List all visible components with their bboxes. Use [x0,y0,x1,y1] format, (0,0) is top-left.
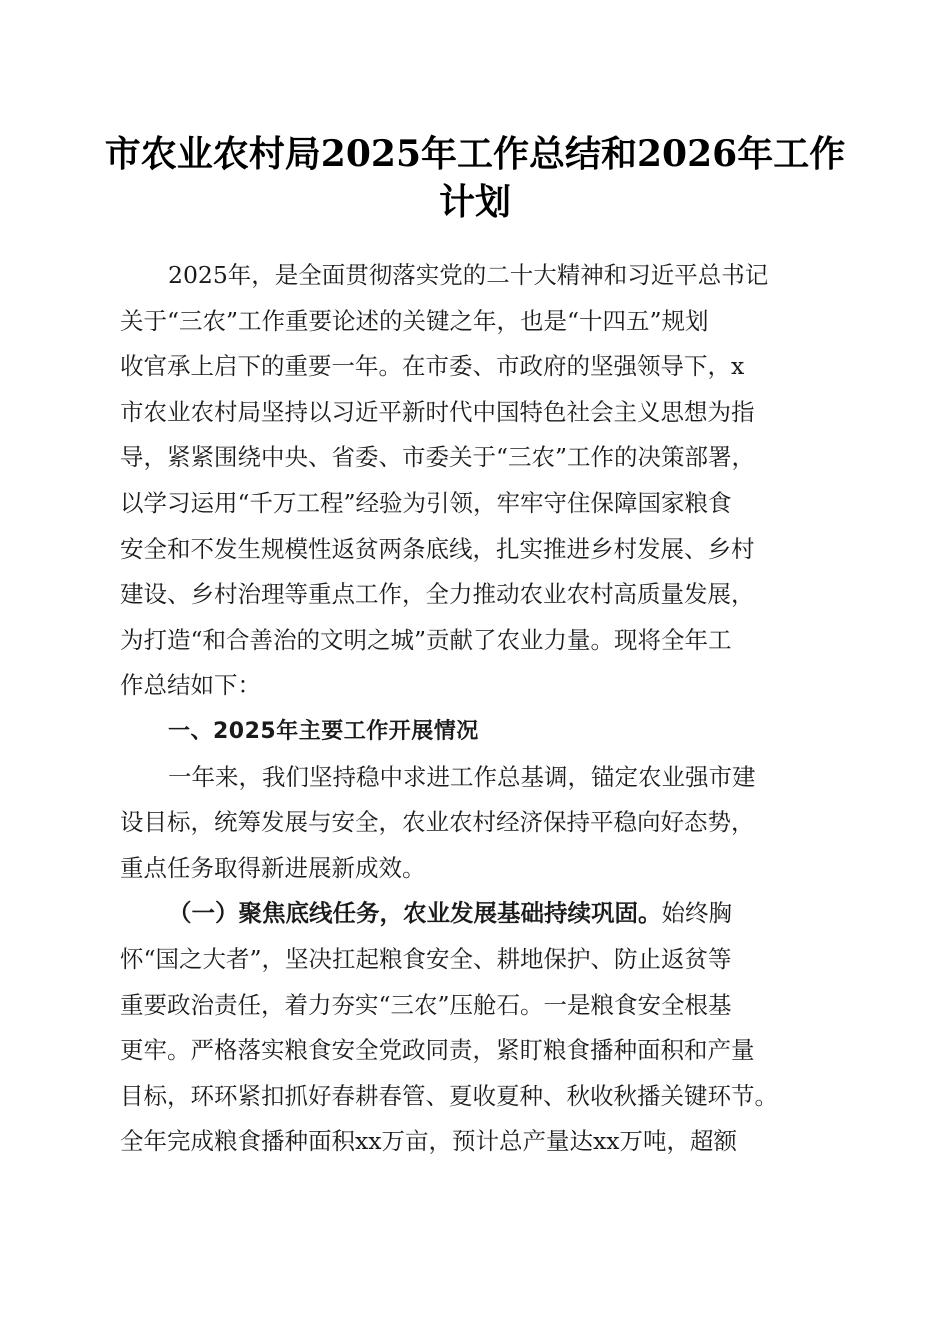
title-line-1: 市农业农村局2025年工作总结和2026年工作 [104,133,846,175]
document-title [100,130,850,226]
subsection-paragraph [120,891,832,1165]
paragraph-line: 市农业农村局坚持以习近平新时代中国特色社会主义思想为指 [120,397,755,426]
summary-paragraph [120,755,832,892]
section-heading-text: 一、2025年主要工作开展情况 [168,718,479,744]
paragraph-line: 导，紧紧围绕中央、省委、市委关于“三农”工作的决策部署， [120,443,756,472]
paragraph-line: 更牢。严格落实粮食安全党政同责，紧盯粮食播种面积和产量 [120,1036,755,1065]
paragraph-line: 全年完成粮食播种面积xx万亩，预计总产量达xx万吨，超额 [120,1127,738,1156]
paragraph-line: 设目标，统筹发展与安全，农业农村经济保持平稳向好态势， [120,808,755,837]
title-line-2: 计划 [438,181,511,223]
paragraph-line: 关于“三农”工作重要论述的关键之年，也是“十四五”规划 [120,306,709,335]
paragraph-line: 以学习运用“千万工程”经验为引领，牢牢守住保障国家粮食 [120,488,732,517]
paragraph-line: 目标，环环紧扣抓好春耕春管、夏收夏种、秋收秋播关键环节。 [120,1081,778,1110]
paragraph-line: 怀“国之大者”，坚决扛起粮食安全、耕地保护、防止返贫等 [120,944,732,973]
paragraph-line: 2025年，是全面贯彻落实党的二十大精神和习近平总书记 [168,261,769,289]
paragraph-line: 作总结如下： [120,671,261,700]
paragraph-line: 为打造“和合善治的文明之城”贡献了农业力量。现将全年工 [120,625,732,654]
document-body [120,253,832,1165]
paragraph-line [120,891,832,937]
paragraph-line: 收官承上启下的重要一年。在市委、市政府的坚强领导下，x [120,352,745,381]
paragraph-line: 重要政治责任，着力夯实“三农”压舱石。一是粮食安全根基 [120,990,732,1019]
paragraph-line: 建设、乡村治理等重点工作，全力推动农业农村高质量发展， [120,580,755,609]
paragraph-run: 始终胸 [661,899,732,928]
paragraph-line: 重点任务取得新进展新成效。 [120,853,426,882]
subsection-heading: （一）聚焦底线任务，农业发展基础持续巩固。 [168,899,662,928]
intro-paragraph [120,253,832,709]
section-heading [120,709,832,755]
paragraph-line: 一年来，我们坚持稳中求进工作总基调，锚定农业强市建 [168,762,756,791]
paragraph-line: 安全和不发生规模性返贫两条底线，扎实推进乡村发展、乡村 [120,534,755,563]
